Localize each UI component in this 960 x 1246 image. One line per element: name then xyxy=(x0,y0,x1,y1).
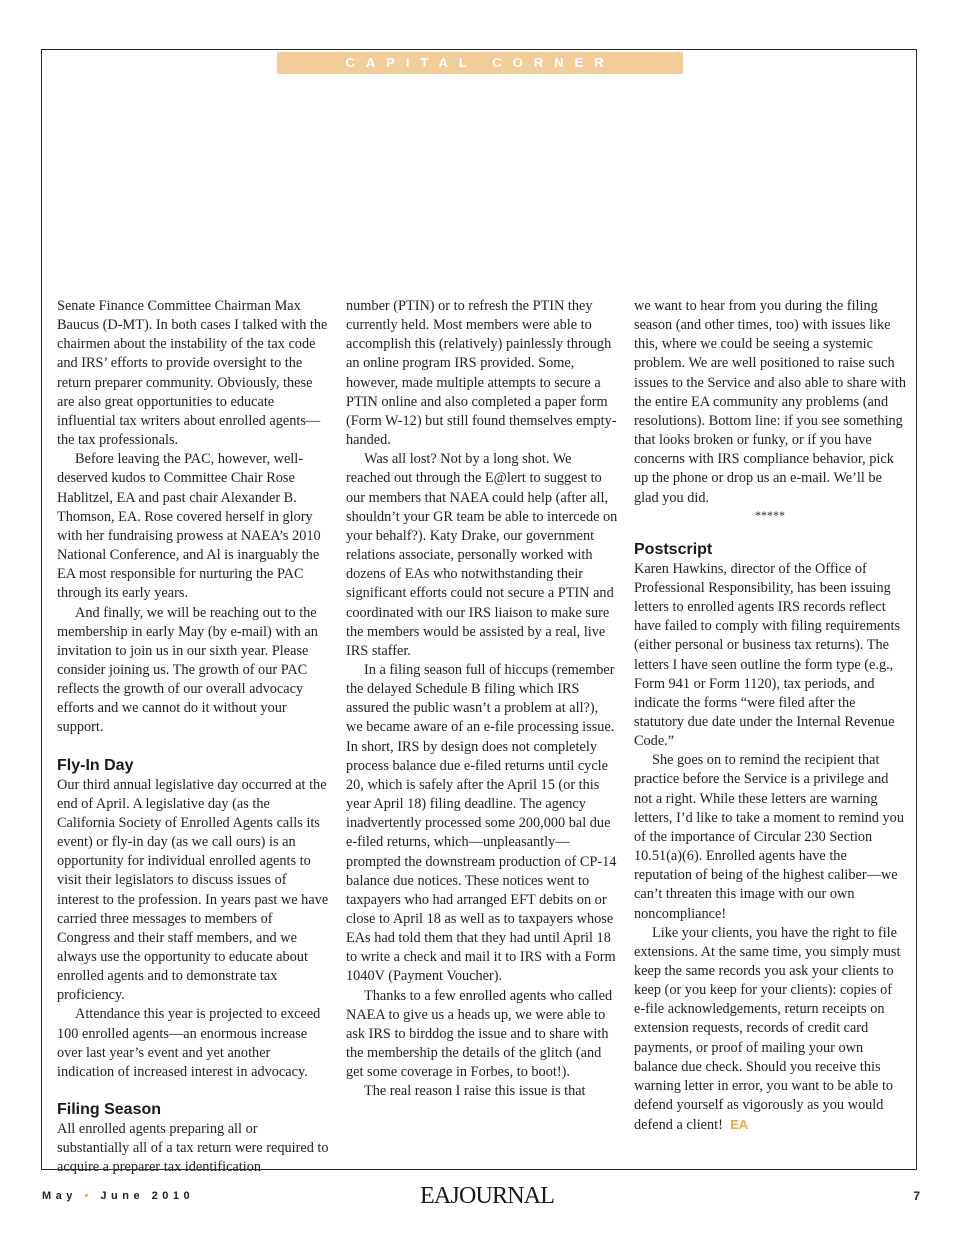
subheading-postscript: Postscript xyxy=(634,540,713,558)
paragraph: In a filing season full of hiccups (remember the delayed Schedule B filing which IRS assured the public wasn’t a problem at all?), we became aware of an e-file processing issue. In short, IRS by design does not completely process balance due e-filed returns until cycle 20, which is safely after the April 15 (or this year April 18) filing deadline. The agency inadvertently processed some 200,000 bal due e-filed returns, which—unpleasantly—prompted the downstream production of CP-14 balance due notices. These notices went to taxpayers who had arranged EFT debits on or close to April 18 as well as to taxpayers whose EAs had told them that they had until April 18 to write a check and mail it to IRS with a Form 1040V (Payment Voucher). xyxy=(346,661,617,985)
paragraph: Thanks to a few enrolled agents who called NAEA to give us a heads up, we were able to ask IRS to birddog the issue and to share with the membership the details of the glitch (and get some coverage in Forbes, to boot!). xyxy=(346,987,613,1081)
paragraph: we want to hear from you during the filing season (and other times, too) with issues like this, where we could be seeing a systemic problem. We are well positioned to raise such issues to the Service and also able to share with the entire EA community any problems (and resolutions). Bottom line: if you see something that looks broken or funky, or if you have concerns with IRS compliance behavior, pick up the phone or drop us an e-mail. We’ll be glad you did. xyxy=(634,298,906,506)
subheading-fly-in-day: Fly-In Day xyxy=(57,756,134,774)
paragraph: number (PTIN) or to refresh the PTIN they currently held. Most members were able to accomplish this (relatively) painlessly through an online program IRS provided. Some, however, made multiple attempts to secure a PTIN online and also completed a paper form (Form W-12) but still found themselves empty-handed. xyxy=(346,298,617,449)
article-column-1 xyxy=(57,297,329,1178)
issue-separator: • xyxy=(84,1190,93,1202)
section-separator: ***** xyxy=(755,507,785,522)
paragraph: Our third annual legislative day occurred at the end of April. A legislative day (as the California Society of Enrolled Agents calls its event) or fly-in day (as we call ours) is an opportunity for individual enrolled agents to visit their legislators to discuss issues of interest to the profession. In years past we have carried three messages to members of Congress and their staff members, and we always use the opportunity to educate about enrolled agents and to demonstrate tax proficiency. xyxy=(57,776,329,1004)
issue-date xyxy=(42,1190,194,1202)
logo-journal: JOURNAL xyxy=(450,1183,555,1209)
paragraph: Karen Hawkins, director of the Office of Professional Responsibility, has been issuing letters to enrolled agents IRS records reflect have failed to comply with filing requirements (either personal or business tax returns). The letters I have seen outline the form type (e.g., Form 941 or Form 1120), tax periods, and indicate the forms “were filed after the statutory due date under the Internal Revenue Code.” xyxy=(634,560,901,750)
paragraph: She goes on to remind the recipient that practice before the Service is a privilege and not a right. While these letters are warning letters, I’d like to take a moment to remind you of the importance of Circular 230 Section 10.51(a)(6). Enrolled agents have the reputation of being of the highest caliber—we can’t threaten this image with our own noncompliance! xyxy=(634,752,904,922)
issue-month-a: May xyxy=(42,1190,77,1202)
paragraph: Senate Finance Committee Chairman Max Baucus (D-MT). In both cases I talked with the chairmen about the instability of the tax code and IRS’ efforts to provide oversight to the return preparer community. Obviously, these are also great opportunities to educate influential tax writers about enrolled agents—the tax professionals. xyxy=(57,298,328,449)
paragraph: All enrolled agents preparing all or substantially all of a tax return were required to acquire a preparer tax identification xyxy=(57,1121,329,1176)
ea-journal-logo xyxy=(420,1183,554,1210)
section-banner: CAPITAL CORNER xyxy=(277,52,683,74)
subheading-filing-season: Filing Season xyxy=(57,1101,162,1119)
paragraph: The real reason I raise this issue is that xyxy=(364,1083,586,1100)
issue-month-b: June 2010 xyxy=(100,1190,195,1202)
article-column-2 xyxy=(346,297,618,1102)
page-number: 7 xyxy=(913,1189,920,1203)
paragraph: Attendance this year is projected to exceed 100 enrolled agents—an enormous increase over last year’s event and yet another indication of increased interest in advocacy. xyxy=(57,1006,321,1080)
end-mark: EA xyxy=(730,1117,749,1133)
logo-ea: EA xyxy=(420,1183,451,1209)
paragraph: And finally, we will be reaching out to the membership in early May (by e-mail) with an invitation to join us in our sixth year. Please consider joining us. The growth of our PAC reflects the growth of our overall advocacy efforts and we cannot do it without your support. xyxy=(57,604,318,736)
article-column-3 xyxy=(634,297,906,1135)
paragraph: Before leaving the PAC, however, well-deserved kudos to Committee Chair Rose Hablitzel, EA and past chair Alexander B. Thomson, EA. Rose covered herself in glory with her fundraising prowess at NAEA’s 2010 National Conference, and Al is inarguably the EA most responsible for nurturing the PAC through its early years. xyxy=(57,451,321,602)
paragraph: Was all lost? Not by a long shot. We reached out through the E@lert to suggest to our members that NAEA could help (after all, shouldn’t your GR team be able to intercede on your behalf?). Katy Drake, our government relations associate, personally worked with dozens of EAs who notwithstanding their significant efforts could not secure a PTIN and coordinated with our IRS liaison to make sure the members would be assisted by a real, live IRS staffer. xyxy=(346,451,618,659)
paragraph-text: Like your clients, you have the right to file extensions. At the same time, you simply must keep the same records you ask your clients to keep (or you keep for your clients): copies of e-file acknowledgements, return receipts on extension requests, records of credit card payments, or proof of mailing your own balance due check. Should you receive this warning letter in error, you want to be able to defend yourself as vigorously as you would defend a client! xyxy=(634,924,901,1134)
paragraph-last xyxy=(634,924,906,1136)
